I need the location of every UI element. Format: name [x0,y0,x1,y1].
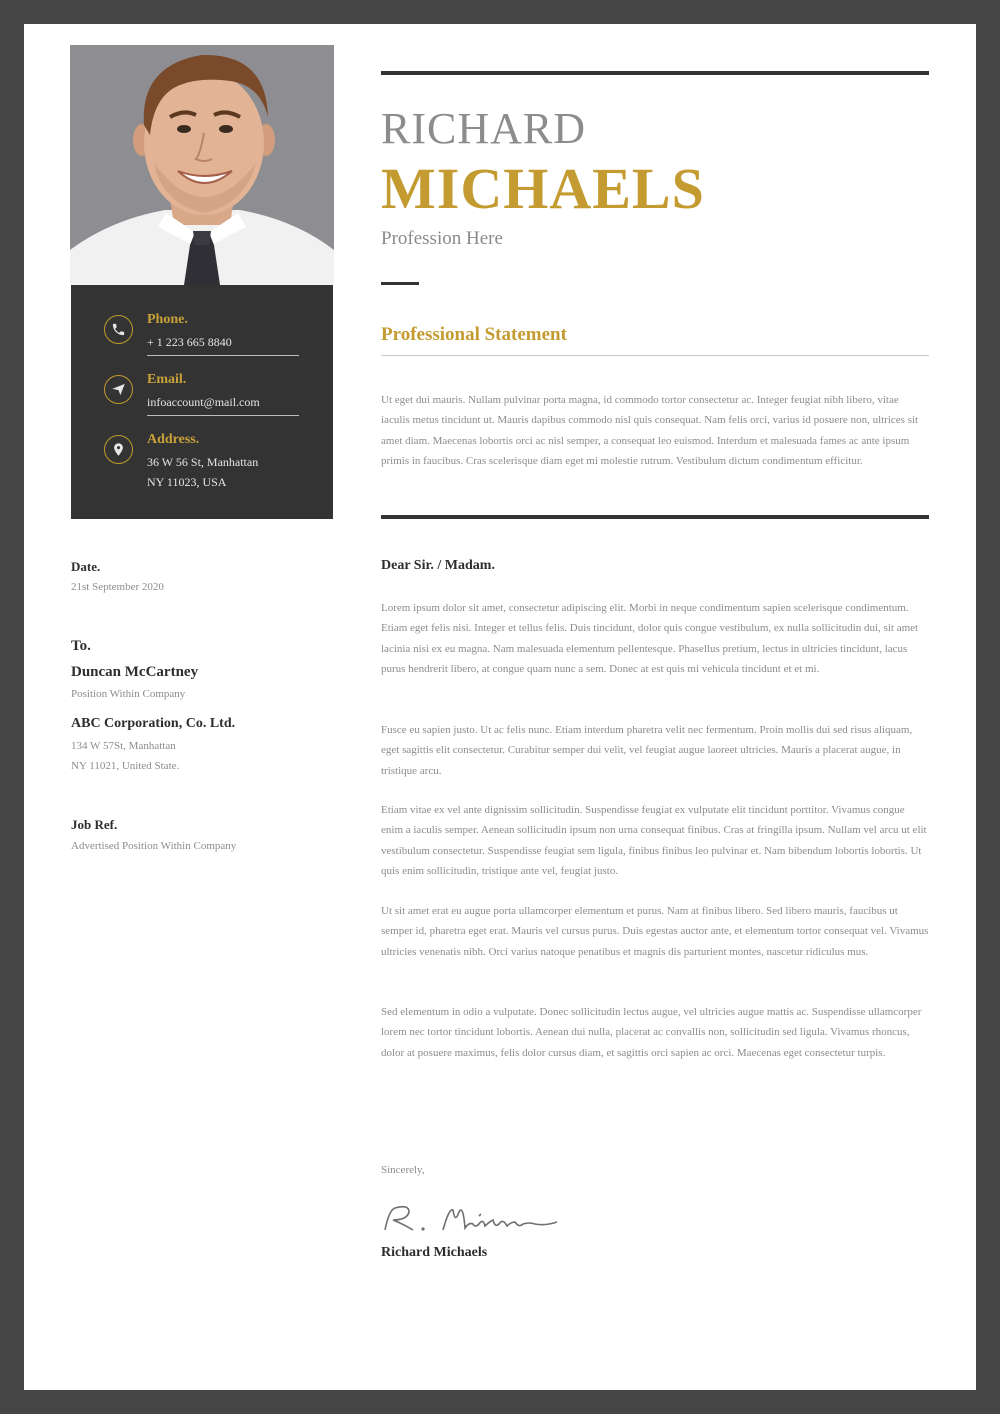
jobref-label: Job Ref. [71,817,118,832]
header-short-rule [381,282,419,285]
recipient-position: Position Within Company [71,688,186,700]
first-name: RICHARD [381,104,587,153]
phone-value: + 1 223 665 8840 [147,335,232,349]
signature [379,1200,565,1234]
date-label: Date. [71,559,101,574]
letter-paragraph: Sed elementum in odio a vulputate. Donec sollicitudin lectus augue, vel ultricies augue mattis ac. Suspendisse ullamcorper lorem nec tortor tincidunt lobortis. Aenean dui nulla, placerat ac convallis non, sollicitudin sed ligula. Vivamus rhoncus, dolor at posuere maximus, felis dolor cursus diam, et sagittis orci sapien ac orci. Maecenas eget consectetur turpis. [381,1006,922,1059]
closing: Sincerely, [381,1164,425,1176]
salutation: Dear Sir. / Madam. [381,558,495,573]
divider [147,415,299,416]
contact-panel [71,285,333,519]
to-label: To. [71,638,91,654]
statement-rule [381,355,929,356]
address-value [147,452,258,492]
address-line-1: 36 W 56 St, Manhattan [147,455,259,469]
recipient-name: Duncan McCartney [71,664,199,680]
last-name: MICHAELS [381,156,705,221]
letter-paragraph: Ut sit amet erat eu augue porta ullamcorper elementum et purus. Nam at finibus libero. Sed libero mauris, faucibus ut semper id, pharetra eget erat. Mauris vel cursus purus. Duis egestas auctor ante, et elementum tortor consequat vel. Vivamus ultricies venenatis nibh. Orci varius natoque penatibus et magnis dis parturient montes, nascetur ridiculus mus. [381,905,929,958]
company-name: ABC Corporation, Co. Ltd. [71,716,236,731]
divider [147,355,299,356]
phone-icon [104,315,133,344]
send-icon [104,375,133,404]
letter-paragraph: Lorem ipsum dolor sit amet, consectetur adipiscing elit. Morbi in neque condimentum sapien scelerisque condimentum. Etiam eget felis nisi. Integer et tellus felis. Duis tincidunt, dolor quis congue vestibulum, ex nulla sollicitudin dui, sit amet lacinia nisi ex eu magna. Nam malesuada elementum pellentesque. Phasellus pretium, lectus in ultricies tincidunt, lacus purus hendrerit libero, at congue quam nunc a sem. Donec at est quis mi vehicula tincidunt et et mi. [381,602,919,675]
company-address-1: 134 W 57St, Manhattan [71,740,176,752]
profile-photo [70,45,334,285]
jobref-value: Advertised Position Within Company [71,840,237,852]
phone-label: Phone. [147,312,188,327]
date-value: 21st September 2020 [71,581,164,593]
section-rule [381,515,929,519]
address-label: Address. [147,432,200,447]
email-value: infoaccount@mail.com [147,395,260,409]
email-label: Email. [147,372,187,387]
address-line-2: NY 11023, USA [147,475,227,489]
letter-paragraph: Etiam vitae ex vel ante dignissim sollicitudin. Suspendisse feugiat ex vulputate elit tincidunt porttitor. Vivamus congue enim a iaculis semper. Aenean sollicitudin ipsum non urna consequat finibus. Cras at fringilla ipsum. Nullam vel arcu ut elit vestibulum consectetur. Suspendisse feugiat sem ligula, finibus finibus leo pulvinar et. Nam bibendum lobortis lobortis. Ut quis enim sollicitudin, tristique ante vel, feugiat justo. [381,804,927,877]
location-pin-icon [104,435,133,464]
statement-text: Ut eget dui mauris. Nullam pulvinar porta magna, id commodo tortor consectetur ac. Integer feugiat nibh libero, vitae iaculis metus tincidunt ut. Mauris dapibus commodo nisl quis consequat. Nam felis orci, varius id posuere non, ultrices sit amet diam. Maecenas lobortis orci ac nisl semper, a consequat leo euismod. Interdum et malesuada fames ac ante ipsum primis in faucibus. Cras scelerisque diam eget mi molestie rutrum. Vestibulum dictum condimentum efficitur. [381,394,919,467]
resume-page [24,24,976,1390]
letter-paragraph: Fusce eu sapien justo. Ut ac felis nunc. Etiam interdum pharetra velit nec fermentum. Proin mollis dui sed risus aliquam, eget sagittis elit consectetur. Curabitur semper dui velit, vel feugiat augue laoreet ultricies. Mauris a placerat augue, in tristique arcu. [381,724,913,777]
signer-name: Richard Michaels [381,1245,488,1260]
profession: Profession Here [381,228,503,249]
company-address-2: NY 11021, United State. [71,760,180,772]
header-top-rule [381,71,929,75]
statement-title: Professional Statement [381,324,567,345]
